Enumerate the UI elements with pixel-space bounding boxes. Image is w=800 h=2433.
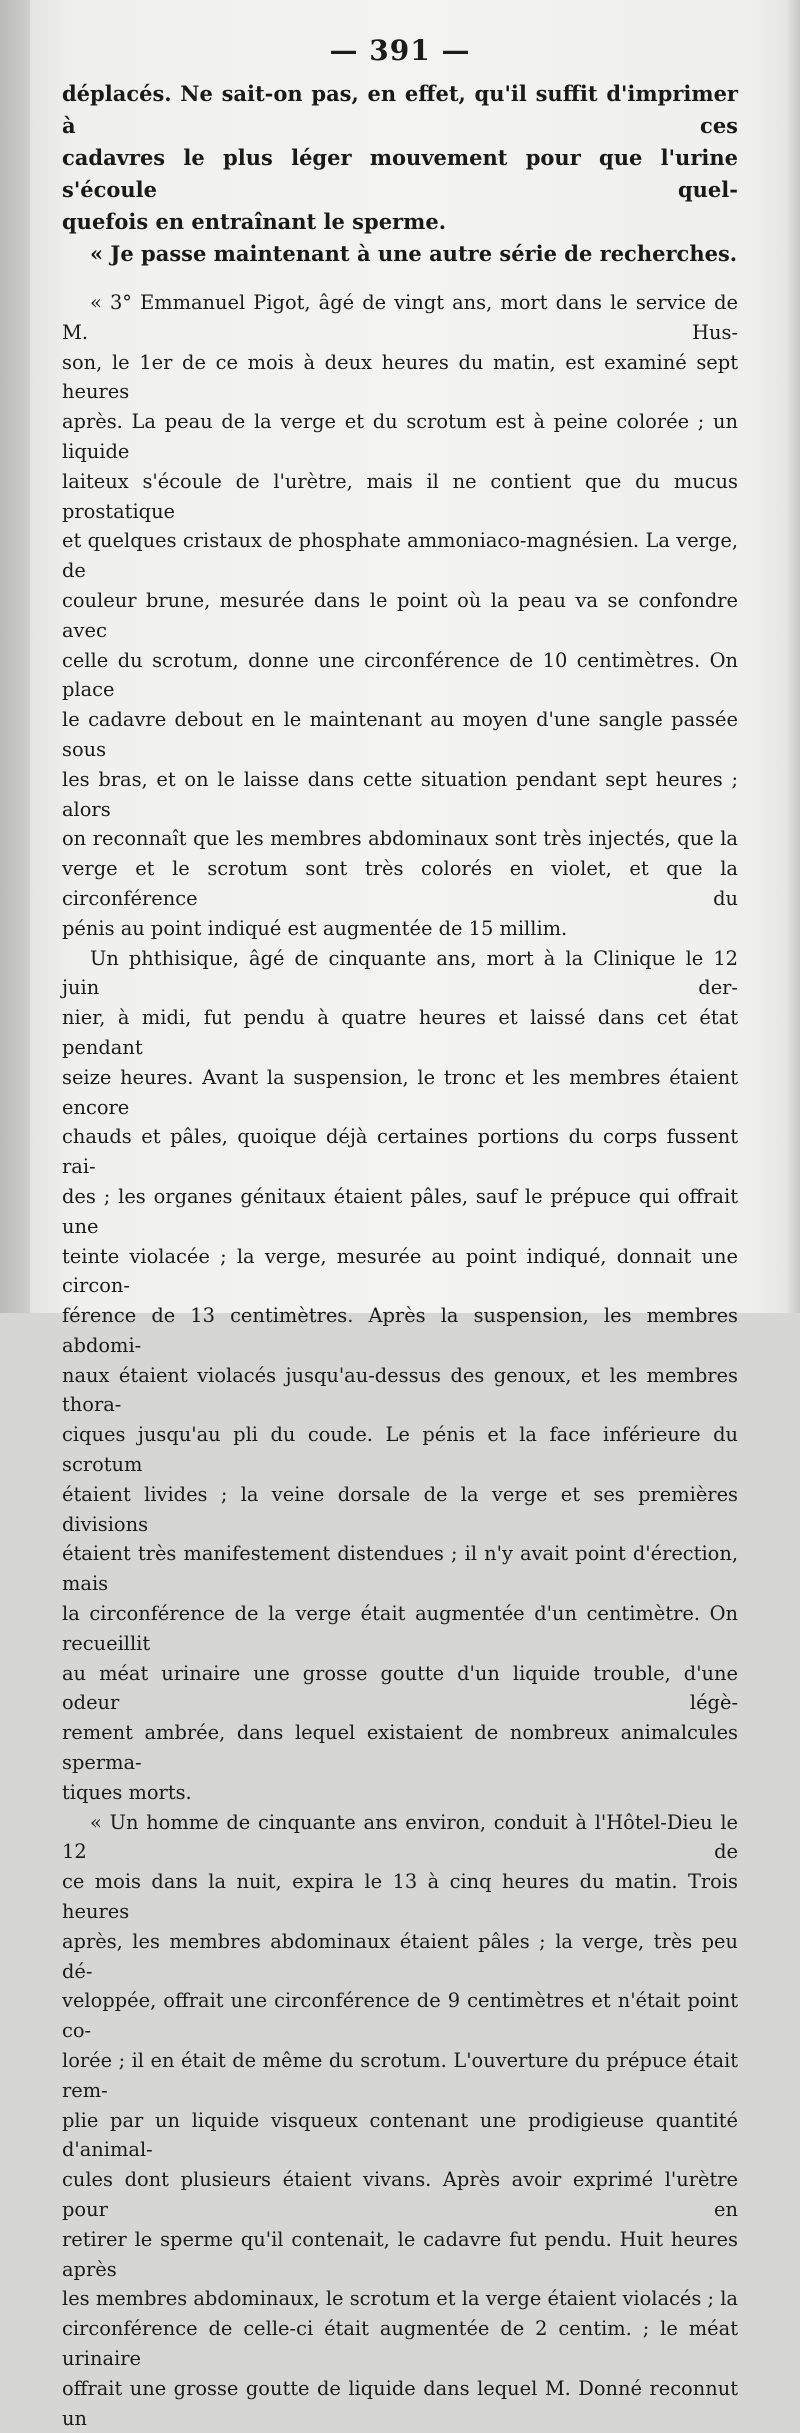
text-line: celle du scrotum, donne une circonférence de 10 centimètres. On place	[62, 648, 738, 702]
text-line: cadavres le plus léger mouvement pour que l'urine s'écoule quel-	[62, 145, 738, 202]
text-line: lorée ; il en était de même du scrotum. L'ouverture du prépuce était rem-	[62, 2049, 738, 2102]
text-line: laiteux s'écoule de l'urètre, mais il ne contient que du mucus prostatique	[62, 469, 738, 523]
text-line: « Je passe maintenant à une autre série de recherches.	[90, 241, 738, 266]
text-line: le cadavre debout en le maintenant au moyen d'une sangle passée sous	[62, 708, 738, 761]
page-number: — 391 —	[329, 34, 471, 67]
text-line: Un phthisique, âgé de cinquante ans, mort à la Clinique le 12 juin der-	[62, 946, 738, 1000]
text-line: on reconnaît que les membres abdominaux sont très injectés, que la	[62, 827, 738, 851]
text-line: ciques jusqu'au pli du coude. Le pénis et la face inférieure du scrotum	[62, 1423, 738, 1477]
text-line: retirer le sperme qu'il contenait, le cadavre fut pendu. Huit heures après	[62, 2227, 738, 2281]
paragraph-gap	[62, 270, 738, 288]
text-line: étaient très manifestement distendues ; il n'y avait point d'érection, mais	[62, 1542, 738, 1596]
text-line: ce mois dans la nuit, expira le 13 à cinq heures du matin. Trois heures	[62, 1870, 738, 1924]
text-line: les bras, et on le laisse dans cette situation pendant sept heures ; alors	[62, 767, 738, 821]
text-line: verge et le scrotum sont très colorés en violet, et que la circonférence du	[62, 857, 738, 910]
text-line: après. La peau de la verge et du scrotum est à peine colorée ; un liquide	[62, 410, 738, 463]
text-line: circonférence de celle-ci était augmentée de 2 centim. ; le méat urinaire	[62, 2317, 738, 2370]
text-line: son, le 1er de ce mois à deux heures du matin, est examiné sept heures	[62, 350, 738, 404]
paragraph	[62, 1808, 738, 2433]
paragraph	[62, 78, 738, 238]
text-line: rement ambrée, dans lequel existaient de nombreux animalcules sperma-	[62, 1721, 738, 1775]
text-line: cules dont plusieurs étaient vivans. Après avoir exprimé l'urètre pour en	[62, 2168, 738, 2221]
text-line: la circonférence de la verge était augmentée d'un centimètre. On recueillit	[62, 1602, 738, 1655]
text-line: étaient livides ; la veine dorsale de la verge et ses premières divisions	[62, 1482, 738, 1536]
text-line: férence de 13 centimètres. Après la suspension, les membres abdomi-	[62, 1304, 738, 1357]
page-edge-shadow	[0, 0, 30, 1313]
paragraph	[62, 238, 738, 270]
text-line: nier, à midi, fut pendu à quatre heures et laissé dans cet état pendant	[62, 1006, 738, 1059]
paragraph	[62, 288, 738, 944]
text-line: couleur brune, mesurée dans le point où la peau va se confondre avec	[62, 588, 738, 642]
page-fold-shadow	[786, 0, 800, 1313]
text-line: plie par un liquide visqueux contenant une prodigieuse quantité d'animal-	[62, 2108, 738, 2162]
text-line: « 3° Emmanuel Pigot, âgé de vingt ans, mort dans le service de M. Hus-	[62, 291, 738, 344]
text-line: veloppée, offrait une circonférence de 9 centimètres et n'était point co-	[62, 1989, 738, 2043]
text-line: offrait une grosse goutte de liquide dans lequel M. Donné reconnut un	[62, 2376, 738, 2430]
text-line: au méat urinaire une grosse goutte d'un liquide trouble, d'une odeur légè-	[62, 1661, 738, 1715]
text-line: « Un homme de cinquante ans environ, conduit à l'Hôtel-Dieu le 12 de	[62, 1810, 738, 1864]
text-line: les membres abdominaux, le scrotum et la verge étaient violacés ; la	[62, 2287, 738, 2311]
text-line: quefois en entraînant le sperme.	[62, 209, 447, 234]
text-line: tiques morts.	[62, 1780, 192, 1804]
text-line: déplacés. Ne sait-on pas, en effet, qu'il suffit d'imprimer à ces	[62, 81, 738, 138]
text-line: seize heures. Avant la suspension, le tronc et les membres étaient encore	[62, 1065, 738, 1119]
text-line: teinte violacée ; la verge, mesurée au point indiqué, donnait une circon-	[62, 1244, 738, 1298]
body-text	[62, 78, 738, 2433]
text-line: des ; les organes génitaux étaient pâles, sauf le prépuce qui offrait une	[62, 1184, 738, 1238]
text-line: après, les membres abdominaux étaient pâles ; la verge, très peu dé-	[62, 1929, 738, 1983]
paragraph	[62, 944, 738, 1808]
text-line: et quelques cristaux de phosphate ammoniaco-magnésien. La verge, de	[62, 529, 738, 583]
text-line: pénis au point indiqué est augmentée de 15 millim.	[62, 916, 568, 940]
text-line: chauds et pâles, quoique déjà certaines portions du corps fussent rai-	[62, 1125, 738, 1179]
text-line: naux étaient violacés jusqu'au-dessus des genoux, et les membres thora-	[62, 1363, 738, 1417]
